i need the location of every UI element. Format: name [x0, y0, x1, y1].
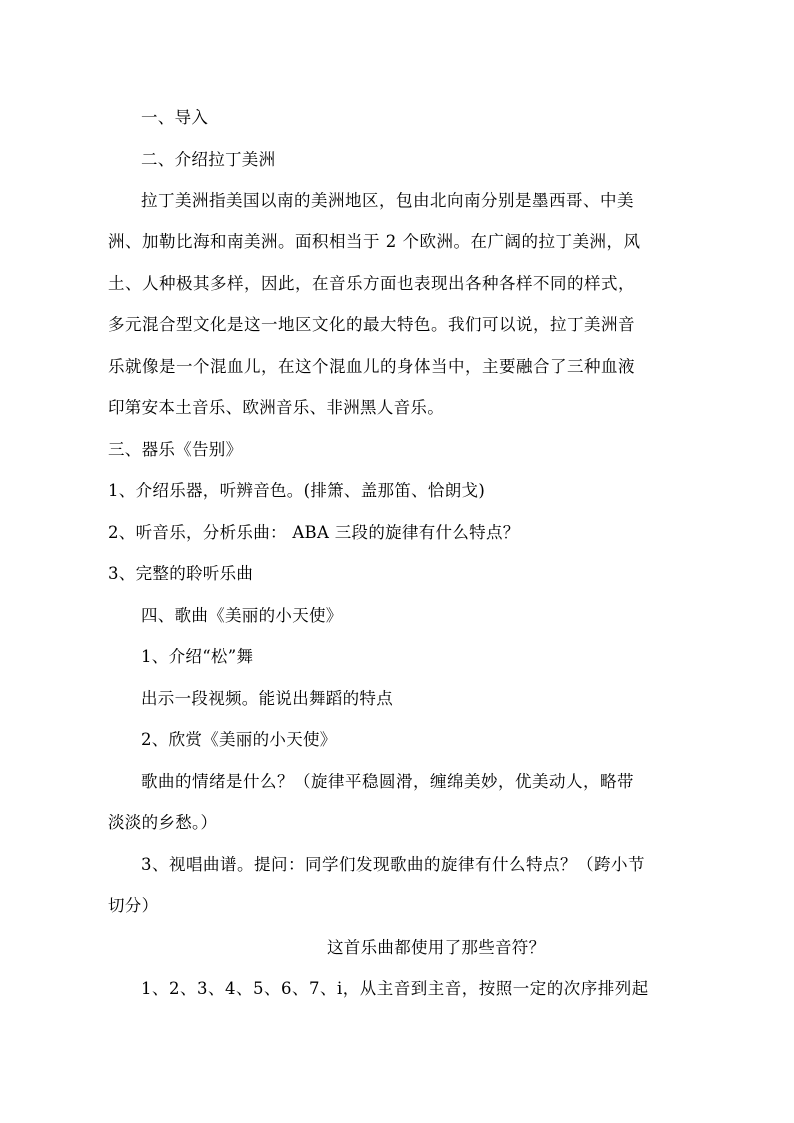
list-item: 1、介绍“松”舞 [141, 647, 254, 666]
list-item: 3、视唱曲谱。提问：同学们发现歌曲的旋律有什么特点？（跨小节 [141, 855, 645, 874]
centered-question: 这首乐曲都使用了那些音符？ [327, 938, 546, 957]
heading-latin-america: 二、介绍拉丁美洲 [141, 150, 276, 169]
paragraph-line: 出示一段视频。能说出舞蹈的特点 [141, 689, 393, 708]
list-item: 2、听音乐，分析乐曲： ABA 三段的旋律有什么特点？ [108, 523, 520, 542]
paragraph-line: 淡淡的乡愁。） [108, 813, 218, 832]
heading-intro: 一、导入 [141, 108, 209, 127]
paragraph-line: 切分） [108, 896, 159, 915]
paragraph-line: 多元混合型文化是这一地区文化的最大特色。我们可以说，拉丁美洲音 [108, 315, 635, 334]
paragraph-line: 拉丁美洲指美国以南的美洲地区，包由北向南分别是墨西哥、中美 [141, 191, 634, 210]
list-item: 3、完整的聆听乐曲 [108, 564, 254, 583]
paragraph-line: 洲、加勒比海和南美洲。面积相当于 2 个欧洲。在广阔的拉丁美洲，风 [108, 232, 641, 251]
paragraph-line: 1、2、3、4、5、6、7、i，从主音到主音，按照一定的次序排列起 [141, 979, 649, 998]
paragraph-line: 乐就像是一个混血儿，在这个混血儿的身体当中，主要融合了三种血液 [108, 357, 635, 376]
heading-song: 四、歌曲《美丽的小天使》 [141, 606, 343, 625]
list-item: 2、欣赏《美丽的小天使》 [141, 730, 337, 749]
paragraph-line: 歌曲的情绪是什么？（旋律平稳圆滑，缠绵美妙，优美动人，略带 [141, 772, 634, 791]
list-item: 1、介绍乐器，听辨音色。(排箫、盖那笛、恰朗戈) [108, 481, 486, 500]
paragraph-line: 土、人种极其多样，因此，在音乐方面也表现出各种各样不同的样式， [108, 274, 635, 293]
heading-instrumental: 三、器乐《告别》 [108, 440, 243, 459]
paragraph-line: 印第安本土音乐、欧洲音乐、非洲黑人音乐。 [108, 398, 444, 417]
